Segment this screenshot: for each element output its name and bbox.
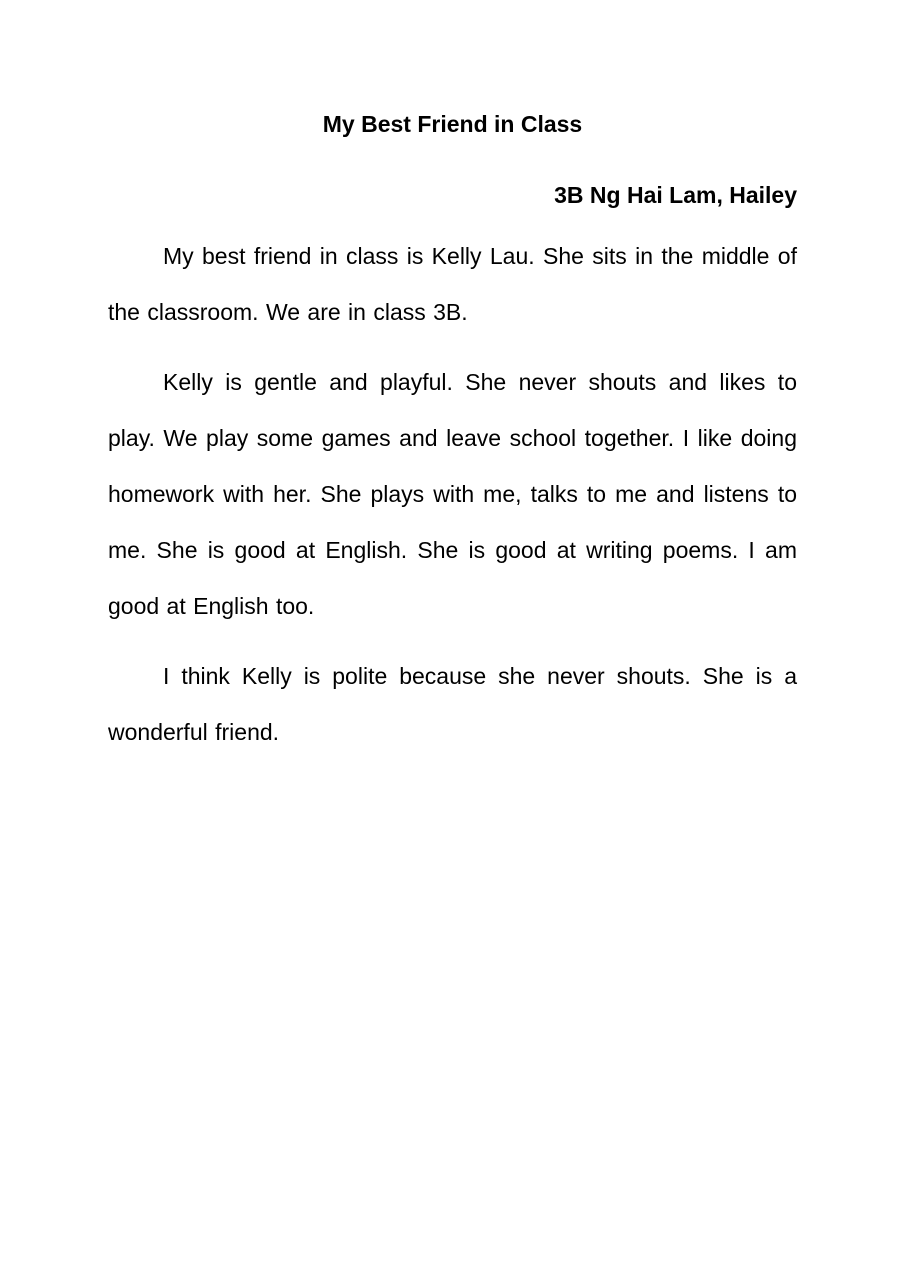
paragraph-2: Kelly is gentle and playful. She never shouts and likes to play. We play some games and leave school together. I like doing homework with her. She plays with me, talks to me and listens to me. She is good at English. She is good at writing poems. I am good at English too. — [108, 369, 797, 619]
author-line: 3B Ng Hai Lam, Hailey — [554, 182, 797, 208]
essay-body — [108, 228, 797, 760]
essay-title: My Best Friend in Class — [322, 111, 583, 137]
paragraph-1: My best friend in class is Kelly Lau. She sits in the middle of the classroom. We are in class 3B. — [108, 243, 797, 325]
paragraph-3: I think Kelly is polite because she never shouts. She is a wonderful friend. — [108, 663, 797, 745]
document-page — [108, 105, 797, 774]
